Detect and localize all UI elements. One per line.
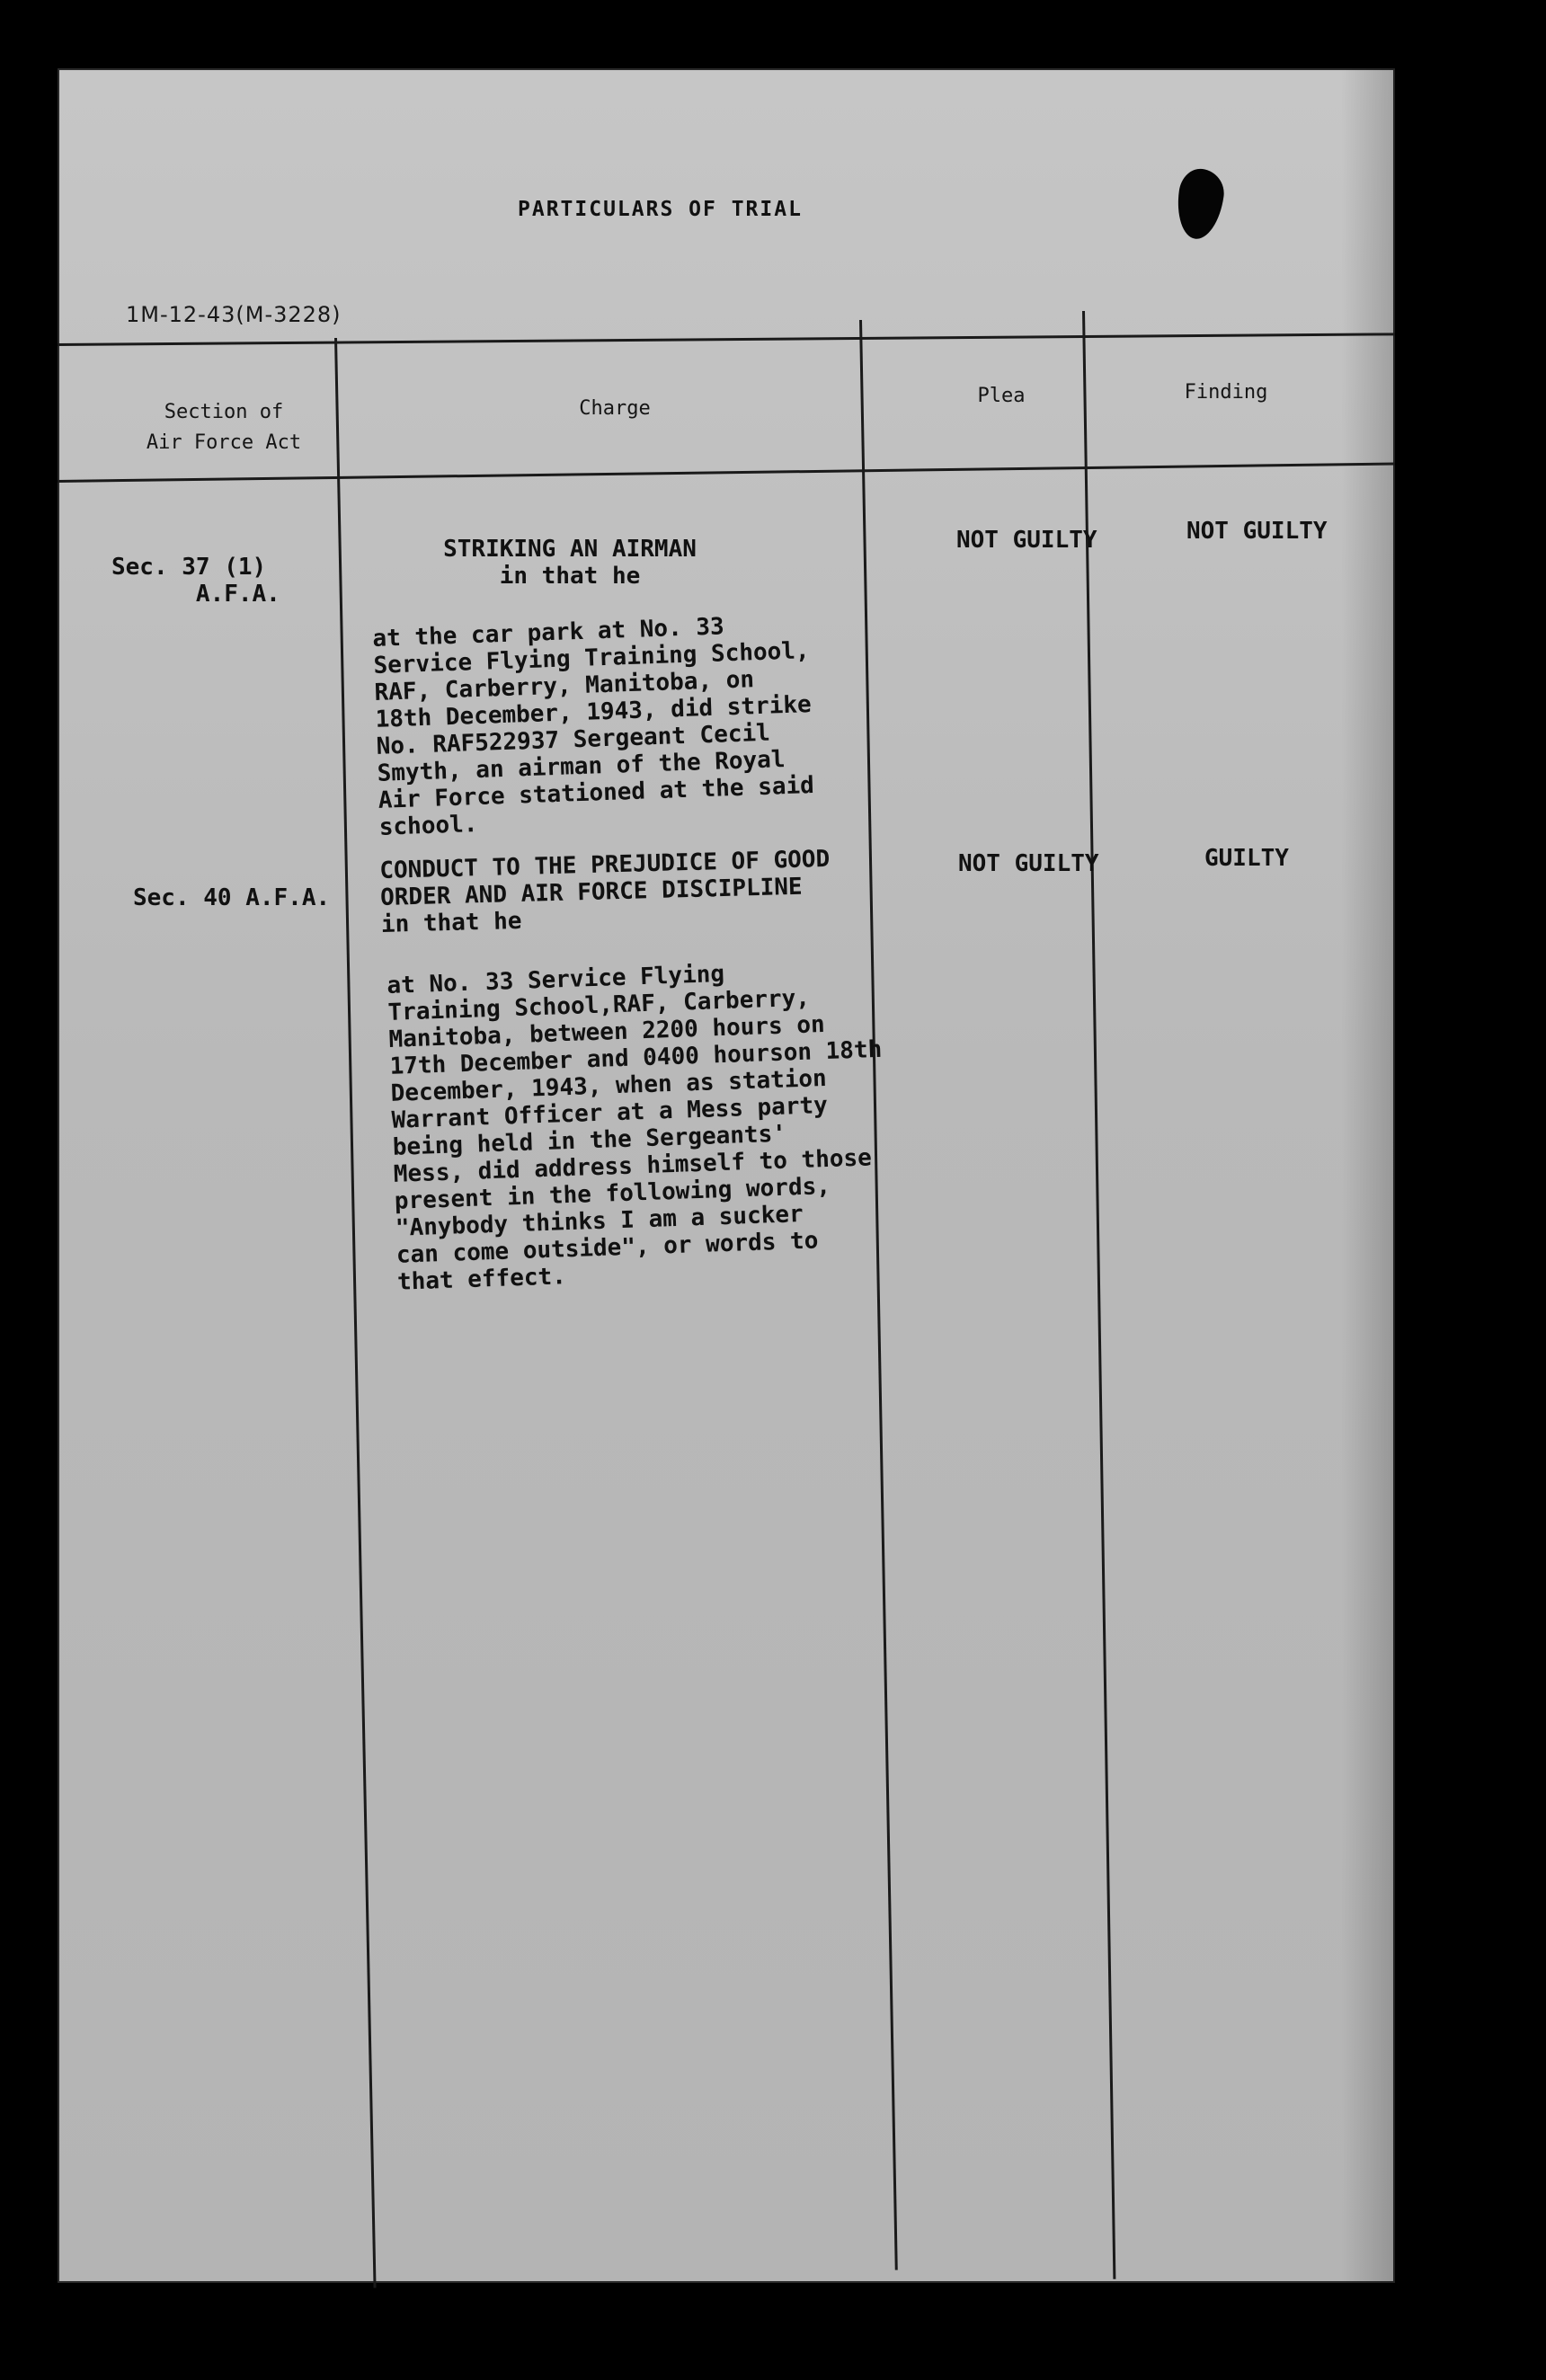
charge-2-heading: CONDUCT TO THE PREJUDICE OF GOOD ORDER AND AIR FORCE DISCIPLINE in that he [379, 845, 831, 938]
charge-1-finding: NOT GUILTY [1186, 518, 1328, 545]
document-page [58, 68, 1395, 2283]
column-divider-2 [859, 320, 898, 2270]
charge-1-plea: NOT GUILTY [956, 527, 1097, 554]
charge-1-section: Sec. 37 (1) A.F.A. [111, 554, 280, 608]
charge-2-particulars: at No. 33 Service Flying Training School,RAF, Carberry, Manitoba, between 2200 hours on 17th December and 0400 hourson 18th December, 1943, when as station Warrant Officer at a Mess party being held in the Sergeants' Mess, did address himself to those present in the following words, "Anybody thinks I am a sucker can come outside", or words to that effect. [386, 960, 883, 1296]
table-header-rule [58, 463, 1395, 483]
column-divider-1 [334, 338, 377, 2288]
header-plea: Plea [977, 385, 1026, 407]
charge-1-heading: STRIKING AN AIRMAN in that he [443, 536, 697, 590]
punch-hole [1173, 166, 1227, 242]
document-title: PARTICULARS OF TRIAL [518, 198, 803, 221]
header-finding: Finding [1184, 381, 1268, 404]
header-section: Section of Air Force Act [146, 401, 302, 454]
column-divider-3 [1082, 311, 1115, 2279]
charge-2-section: Sec. 40 A.F.A. [133, 884, 331, 911]
header-charge: Charge [579, 397, 651, 420]
document-reference: 1M-12-43(M-3228) [126, 302, 342, 327]
charge-2-plea: NOT GUILTY [958, 850, 1099, 877]
table-top-rule [58, 333, 1395, 346]
charge-1-particulars: at the car park at No. 33 Service Flying Training School, RAF, Carberry, Manitoba, on 18th December, 1943, did strike No. RAF522937 Sergeant Cecil Smyth, an airman of the Royal Air Force stationed at the said school. [372, 613, 815, 841]
charge-2-finding: GUILTY [1204, 845, 1289, 872]
